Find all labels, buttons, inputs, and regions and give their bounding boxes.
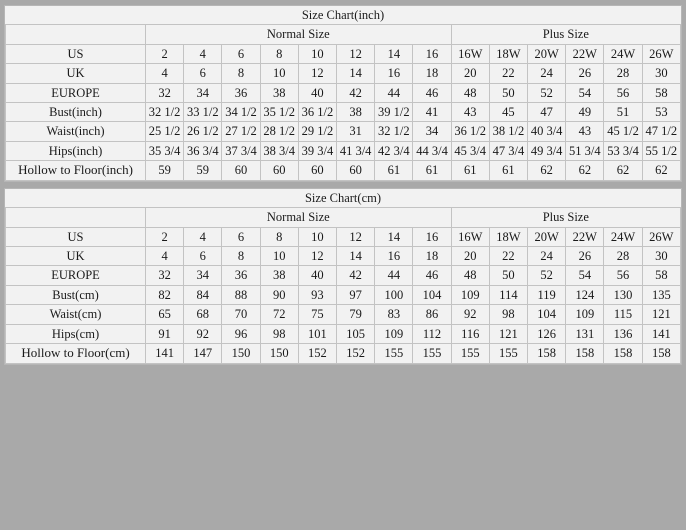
cell: 88 <box>222 285 260 304</box>
cell: 130 <box>604 285 642 304</box>
cell: 54 <box>566 83 604 102</box>
cell: 124 <box>566 285 604 304</box>
cell: 49 3/4 <box>528 141 566 160</box>
row-label-us: US <box>6 227 146 246</box>
cell: 37 3/4 <box>222 141 260 160</box>
cell: 126 <box>528 324 566 343</box>
row-label-uk: UK <box>6 247 146 266</box>
cell: 52 <box>528 83 566 102</box>
cell: 16 <box>375 247 413 266</box>
cell: 48 <box>451 266 489 285</box>
cell: 44 <box>375 266 413 285</box>
cell: 60 <box>337 161 375 181</box>
cell: 28 <box>604 64 642 83</box>
cell: 24W <box>604 44 642 63</box>
cell: 20 <box>451 64 489 83</box>
cell: 4 <box>184 44 222 63</box>
cell: 45 1/2 <box>604 122 642 141</box>
cell: 32 <box>146 83 184 102</box>
cell: 141 <box>642 324 680 343</box>
cell: 36 3/4 <box>184 141 222 160</box>
cell: 91 <box>146 324 184 343</box>
table-row-us <box>6 44 681 63</box>
table-row-uk <box>6 247 681 266</box>
cell: 8 <box>260 44 298 63</box>
cell: 54 <box>566 266 604 285</box>
table-row-hips <box>6 141 681 160</box>
cell: 40 <box>298 83 336 102</box>
cell: 61 <box>451 161 489 181</box>
cell: 10 <box>260 64 298 83</box>
cell: 18 <box>413 247 451 266</box>
cell: 40 <box>298 266 336 285</box>
cell: 152 <box>298 343 336 363</box>
cell: 158 <box>528 343 566 363</box>
cell: 100 <box>375 285 413 304</box>
cell: 22W <box>566 227 604 246</box>
cell: 51 <box>604 102 642 121</box>
group-header-spacer <box>6 208 146 227</box>
cell: 24 <box>528 247 566 266</box>
cell: 83 <box>375 305 413 324</box>
cell: 42 3/4 <box>375 141 413 160</box>
table-row-europe <box>6 83 681 102</box>
cell: 109 <box>566 305 604 324</box>
cell: 112 <box>413 324 451 343</box>
title-row <box>6 6 681 25</box>
cell: 10 <box>298 44 336 63</box>
cell: 14 <box>337 64 375 83</box>
cell: 12 <box>337 44 375 63</box>
cell: 31 <box>337 122 375 141</box>
group-header-normal-size: Normal Size <box>146 208 452 227</box>
cell: 115 <box>604 305 642 324</box>
cell: 105 <box>337 324 375 343</box>
group-header-normal-size: Normal Size <box>146 25 452 44</box>
cell: 62 <box>528 161 566 181</box>
cell: 101 <box>298 324 336 343</box>
cell: 10 <box>298 227 336 246</box>
cell: 26 <box>566 64 604 83</box>
cell: 38 3/4 <box>260 141 298 160</box>
cell: 93 <box>298 285 336 304</box>
cell: 38 1/2 <box>489 122 527 141</box>
chart-title: Size Chart(cm) <box>6 189 681 208</box>
cell: 98 <box>260 324 298 343</box>
cell: 4 <box>146 247 184 266</box>
cell: 114 <box>489 285 527 304</box>
row-label-waist: Waist(cm) <box>6 305 146 324</box>
cell: 131 <box>566 324 604 343</box>
table-row-bust <box>6 102 681 121</box>
cell: 61 <box>489 161 527 181</box>
cell: 6 <box>222 227 260 246</box>
cell: 158 <box>642 343 680 363</box>
cell: 104 <box>413 285 451 304</box>
cell: 65 <box>146 305 184 324</box>
group-header-spacer <box>6 25 146 44</box>
cell: 32 1/2 <box>146 102 184 121</box>
cell: 22 <box>489 64 527 83</box>
row-label-hollow-to-floor: Hollow to Floor(cm) <box>6 343 146 363</box>
cell: 46 <box>413 83 451 102</box>
cell: 155 <box>451 343 489 363</box>
chart-title: Size Chart(inch) <box>6 6 681 25</box>
cell: 155 <box>375 343 413 363</box>
row-label-europe: EUROPE <box>6 266 146 285</box>
table-row-hollow-to-floor <box>6 343 681 363</box>
cell: 53 3/4 <box>604 141 642 160</box>
cell: 55 1/2 <box>642 141 680 160</box>
cell: 72 <box>260 305 298 324</box>
cell: 40 3/4 <box>528 122 566 141</box>
table-row-hollow-to-floor <box>6 161 681 181</box>
cell: 116 <box>451 324 489 343</box>
size-chart-inch <box>4 5 682 182</box>
cell: 36 <box>222 266 260 285</box>
cell: 70 <box>222 305 260 324</box>
cell: 24W <box>604 227 642 246</box>
cell: 109 <box>451 285 489 304</box>
cell: 96 <box>222 324 260 343</box>
cell: 44 <box>375 83 413 102</box>
cell: 86 <box>413 305 451 324</box>
cell: 121 <box>489 324 527 343</box>
cell: 24 <box>528 64 566 83</box>
cell: 28 <box>604 247 642 266</box>
cell: 8 <box>222 64 260 83</box>
cell: 59 <box>184 161 222 181</box>
cell: 36 1/2 <box>451 122 489 141</box>
cell: 135 <box>642 285 680 304</box>
cell: 45 3/4 <box>451 141 489 160</box>
table-row-waist <box>6 305 681 324</box>
cell: 46 <box>413 266 451 285</box>
cell: 20W <box>528 44 566 63</box>
cell: 48 <box>451 83 489 102</box>
cell: 82 <box>146 285 184 304</box>
cell: 16 <box>375 64 413 83</box>
cell: 75 <box>298 305 336 324</box>
cell: 35 1/2 <box>260 102 298 121</box>
cell: 34 <box>184 266 222 285</box>
cell: 28 1/2 <box>260 122 298 141</box>
cell: 26W <box>642 44 680 63</box>
cell: 34 1/2 <box>222 102 260 121</box>
cell: 35 3/4 <box>146 141 184 160</box>
cell: 34 <box>413 122 451 141</box>
cell: 22 <box>489 247 527 266</box>
cell: 4 <box>184 227 222 246</box>
cell: 44 3/4 <box>413 141 451 160</box>
cell: 41 <box>413 102 451 121</box>
cell: 32 1/2 <box>375 122 413 141</box>
cell: 60 <box>298 161 336 181</box>
cell: 68 <box>184 305 222 324</box>
cell: 50 <box>489 83 527 102</box>
cell: 43 <box>566 122 604 141</box>
cell: 20W <box>528 227 566 246</box>
cell: 147 <box>184 343 222 363</box>
cell: 36 1/2 <box>298 102 336 121</box>
cell: 38 <box>260 266 298 285</box>
cell: 45 <box>489 102 527 121</box>
cell: 29 1/2 <box>298 122 336 141</box>
row-label-europe: EUROPE <box>6 83 146 102</box>
cell: 58 <box>642 83 680 102</box>
cell: 26 <box>566 247 604 266</box>
cell: 30 <box>642 247 680 266</box>
table-row-bust <box>6 285 681 304</box>
cell: 58 <box>642 266 680 285</box>
cell: 4 <box>146 64 184 83</box>
cell: 150 <box>260 343 298 363</box>
row-label-bust: Bust(inch) <box>6 102 146 121</box>
cell: 155 <box>413 343 451 363</box>
size-chart-cm <box>4 188 682 365</box>
cell: 158 <box>604 343 642 363</box>
cell: 42 <box>337 83 375 102</box>
cell: 41 3/4 <box>337 141 375 160</box>
title-row <box>6 189 681 208</box>
cell: 14 <box>337 247 375 266</box>
cell: 150 <box>222 343 260 363</box>
cell: 30 <box>642 64 680 83</box>
cell: 39 3/4 <box>298 141 336 160</box>
cell: 36 <box>222 83 260 102</box>
cell: 49 <box>566 102 604 121</box>
cell: 8 <box>260 227 298 246</box>
row-label-uk: UK <box>6 64 146 83</box>
cell: 62 <box>604 161 642 181</box>
table-row-us <box>6 227 681 246</box>
cell: 33 1/2 <box>184 102 222 121</box>
cell: 38 <box>260 83 298 102</box>
cell: 90 <box>260 285 298 304</box>
cell: 56 <box>604 266 642 285</box>
cell: 16 <box>413 227 451 246</box>
cell: 6 <box>184 64 222 83</box>
row-label-waist: Waist(inch) <box>6 122 146 141</box>
group-header-plus-size: Plus Size <box>451 208 680 227</box>
cell: 12 <box>298 247 336 266</box>
cell: 60 <box>222 161 260 181</box>
cell: 50 <box>489 266 527 285</box>
cell: 18W <box>489 44 527 63</box>
cell: 14 <box>375 44 413 63</box>
cell: 18W <box>489 227 527 246</box>
cell: 97 <box>337 285 375 304</box>
cell: 152 <box>337 343 375 363</box>
cell: 16 <box>413 44 451 63</box>
cell: 52 <box>528 266 566 285</box>
cell: 18 <box>413 64 451 83</box>
cell: 47 <box>528 102 566 121</box>
cell: 26W <box>642 227 680 246</box>
cell: 20 <box>451 247 489 266</box>
cell: 10 <box>260 247 298 266</box>
cell: 141 <box>146 343 184 363</box>
cell: 8 <box>222 247 260 266</box>
cell: 79 <box>337 305 375 324</box>
cell: 42 <box>337 266 375 285</box>
cell: 12 <box>337 227 375 246</box>
row-label-hips: Hips(inch) <box>6 141 146 160</box>
size-chart-inch-table <box>5 6 681 181</box>
cell: 32 <box>146 266 184 285</box>
cell: 2 <box>146 227 184 246</box>
group-header-row <box>6 25 681 44</box>
cell: 39 1/2 <box>375 102 413 121</box>
cell: 121 <box>642 305 680 324</box>
cell: 26 1/2 <box>184 122 222 141</box>
cell: 2 <box>146 44 184 63</box>
cell: 25 1/2 <box>146 122 184 141</box>
cell: 22W <box>566 44 604 63</box>
cell: 12 <box>298 64 336 83</box>
row-label-us: US <box>6 44 146 63</box>
table-row-europe <box>6 266 681 285</box>
cell: 61 <box>413 161 451 181</box>
cell: 155 <box>489 343 527 363</box>
cell: 109 <box>375 324 413 343</box>
cell: 136 <box>604 324 642 343</box>
cell: 62 <box>566 161 604 181</box>
cell: 14 <box>375 227 413 246</box>
cell: 47 3/4 <box>489 141 527 160</box>
cell: 119 <box>528 285 566 304</box>
table-row-hips <box>6 324 681 343</box>
row-label-bust: Bust(cm) <box>6 285 146 304</box>
cell: 56 <box>604 83 642 102</box>
size-chart-cm-table <box>5 189 681 364</box>
cell: 104 <box>528 305 566 324</box>
cell: 53 <box>642 102 680 121</box>
table-row-waist <box>6 122 681 141</box>
cell: 92 <box>451 305 489 324</box>
cell: 38 <box>337 102 375 121</box>
cell: 61 <box>375 161 413 181</box>
cell: 6 <box>184 247 222 266</box>
table-row-uk <box>6 64 681 83</box>
cell: 62 <box>642 161 680 181</box>
cell: 84 <box>184 285 222 304</box>
cell: 60 <box>260 161 298 181</box>
cell: 92 <box>184 324 222 343</box>
cell: 34 <box>184 83 222 102</box>
cell: 59 <box>146 161 184 181</box>
cell: 27 1/2 <box>222 122 260 141</box>
row-label-hips: Hips(cm) <box>6 324 146 343</box>
cell: 43 <box>451 102 489 121</box>
row-label-hollow-to-floor: Hollow to Floor(inch) <box>6 161 146 181</box>
cell: 16W <box>451 227 489 246</box>
group-header-plus-size: Plus Size <box>451 25 680 44</box>
cell: 47 1/2 <box>642 122 680 141</box>
cell: 51 3/4 <box>566 141 604 160</box>
cell: 98 <box>489 305 527 324</box>
cell: 6 <box>222 44 260 63</box>
group-header-row <box>6 208 681 227</box>
cell: 16W <box>451 44 489 63</box>
cell: 158 <box>566 343 604 363</box>
